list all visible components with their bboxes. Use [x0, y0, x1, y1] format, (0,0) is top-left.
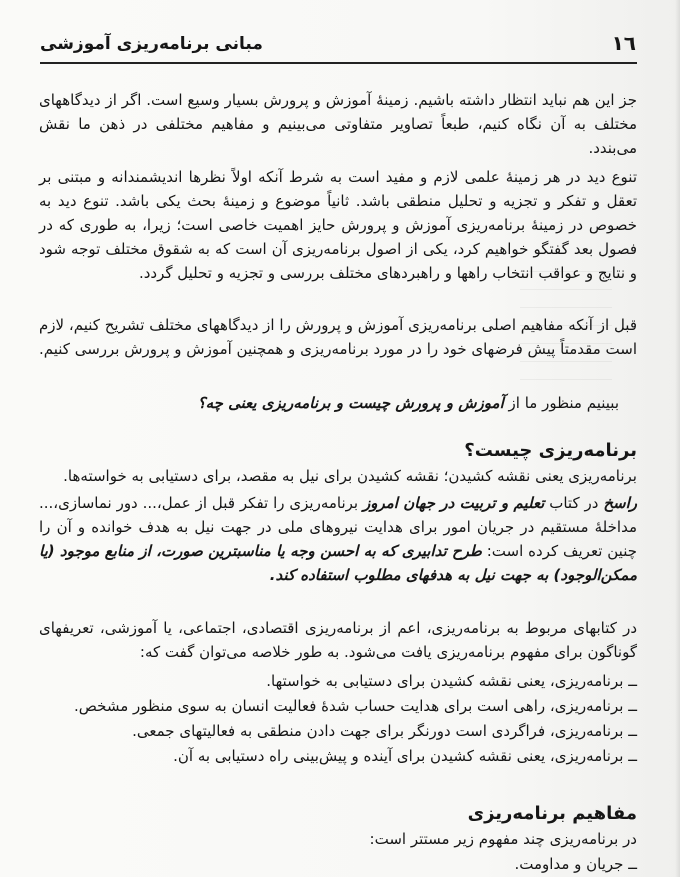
paragraph-3: قبل از آنکه مفاهیم اصلی برنامه‌ریزی آموزش و پرورش را از دیدگاههای مختلف تشریح کنیم، لازم است مقدمتاً پیش فرضهای خود را در مورد برنامه‌ریزی و همچنین آموزش و پرورش بررسی کنیم.	[39, 316, 637, 358]
planning-definition: برنامه‌ریزی یعنی نقشه کشیدن؛ نقشه کشیدن برای نیل به مقصد، برای دستیابی به خواسته‌ها.	[63, 467, 637, 485]
paragraph-1: جز این هم نباید انتظار داشته باشیم. زمینهٔ آموزش و پرورش بسیار وسیع است. اگر از دیدگاههای مختلف به آن نگاه کنیم، طبعاً تصاویر متفاوتی می‌بینیم و مفاهیم مختلفی در ذهن ما نقش می‌بندد.	[39, 91, 637, 157]
concepts-bullet-1: ــ جریان و مداومت.	[514, 855, 637, 873]
planning-bullet-3: ــ برنامه‌ریزی، فراگردی است دورنگر برای جهت دادن منطقی به فعالیتهای جمعی.	[132, 722, 637, 740]
planning-bullet-4: ــ برنامه‌ریزی، یعنی نقشه کشیدن برای آینده و پیش‌بینی راه دستیابی به آن.	[173, 747, 637, 765]
section-heading-concepts: مفاهیم برنامه‌ریزی	[467, 803, 637, 824]
running-title: مبانی برنامه‌ریزی آموزشی	[40, 34, 263, 54]
paragraph-4	[39, 391, 637, 417]
page-header	[40, 30, 637, 64]
paragraph-4-prefix: ببینیم منظور ما از	[508, 394, 619, 412]
page-number: ١٦	[611, 31, 636, 55]
rasekh-text-2: برنامه‌ریزی را تفکر قبل از عمل،... دور نماسازی،... مداخلهٔ مستقیم در جریان امور برای هدایت نیروهای ملی در جهت نیل به هدف خوانده و آن را چنین تعریف کرده است:	[39, 494, 637, 560]
header-rule	[40, 62, 637, 64]
planning-bullet-2: ــ برنامه‌ریزی، راهی است برای هدایت حساب شدهٔ فعالیت انسان به سوی منظور مشخص.	[74, 697, 637, 715]
rasekh-text-1: در کتاب	[544, 494, 604, 512]
author-name: راسخ	[603, 494, 637, 512]
paragraph-2: تنوع دید در هر زمینهٔ علمی لازم و مفید است به شرط آنکه اولاً نظرها اندیشمندانه و مبتنی بر تعقل و تفکر و تجزیه و تحلیل منطقی باشد. ثانیاً موضوع و زمینهٔ بحث یکی باشد. تنوع دید به خصوص در زمینهٔ برنامه‌ریزی آموزش و پرورش حایز اهمیت خاصی است؛ زیرا، به طوری که در فصول بعد گفتگو خواهیم کرد، یکی از اصول برنامه‌ریزی آن است که به شقوق مختلف توجه شود و نتایج و عواقب انتخاب راهها و راهبردهای مختلف بررسی و تجزیه و تحلیل گردد.	[39, 168, 637, 282]
section-heading-planning: برنامه‌ریزی چیست؟	[464, 440, 637, 461]
paragraph-4-emphasis: آموزش و پرورش چیست و برنامه‌ریزی یعنی چه؟	[197, 394, 504, 412]
rasekh-definition	[39, 491, 637, 615]
planning-bullet-1: ــ برنامه‌ریزی، یعنی نقشه کشیدن برای دستیابی به خواستها.	[266, 672, 637, 690]
book-title: تعلیم و تربیت در جهان امروز	[362, 494, 545, 512]
planning-summary-intro: در کتابهای مربوط به برنامه‌ریزی، اعم از برنامه‌ریزی اقتصادی، اجتماعی، یا آموزشی، تعریفهای گوناگون برای مفهوم برنامه‌ریزی یافت می‌شود. به طور خلاصه می‌توان گفت که:	[39, 619, 637, 661]
planning-quoted-definition: طرح تدابیری که به احسن وجه یا مناسبترین صورت، از منابع موجود (یا ممکن‌الوجود) به جهت نیل به هدفهای مطلوب استفاده کند.	[39, 542, 637, 584]
concepts-intro: در برنامه‌ریزی چند مفهوم زیر مستتر است:	[369, 830, 637, 848]
